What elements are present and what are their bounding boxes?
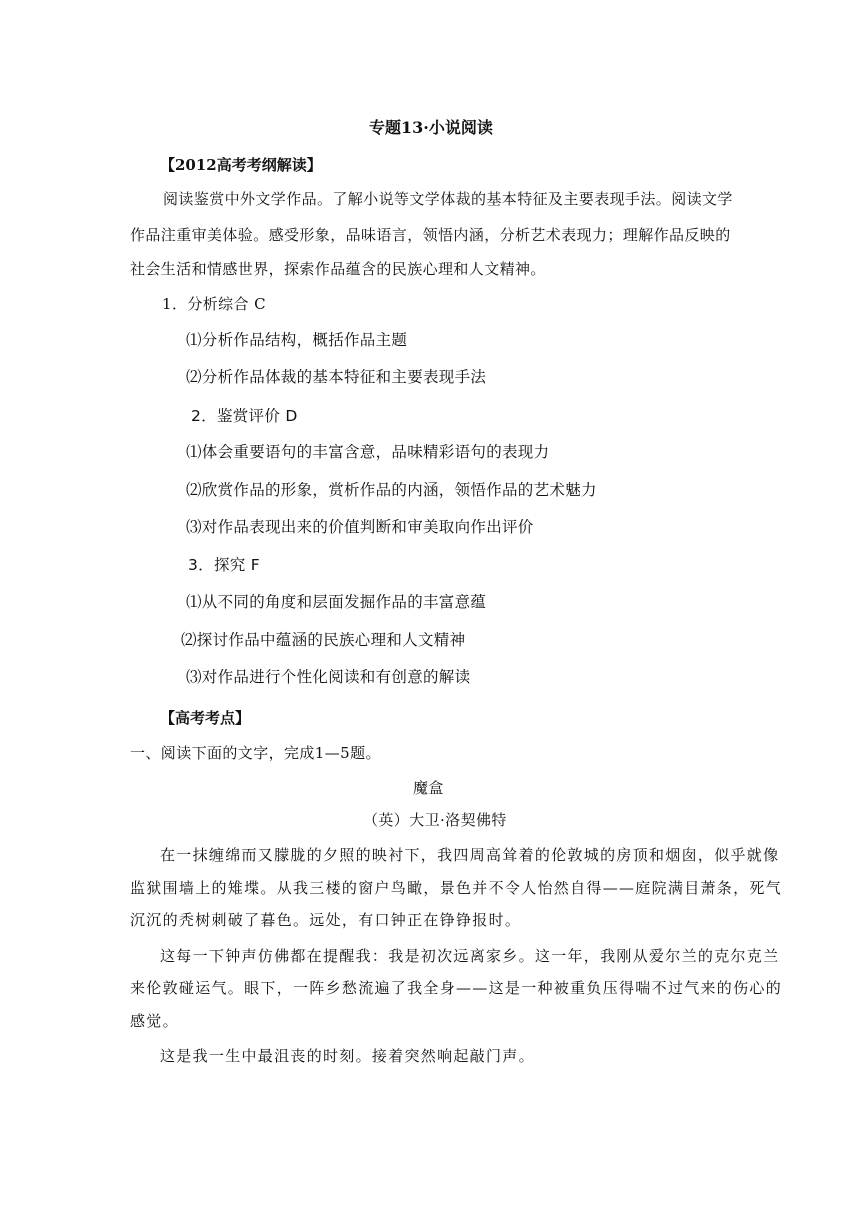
outline-level-heading: 3．探究 F: [188, 556, 261, 574]
question-intro: 一、阅读下面的文字，完成1—5题。: [130, 744, 381, 762]
story-line: 来伦敦碰运气。眼下，一阵乡愁流遍了我全身——这是一种被重负压得喘不过气来的伤心的: [130, 979, 783, 997]
story-line: 感觉。: [130, 1012, 179, 1030]
outline-level-heading: 2．鉴赏评价 D: [191, 407, 298, 425]
outline-level-heading: 1．分析综合 C: [162, 295, 266, 313]
outline-item: ⑴体会重要语句的丰富含意，品味精彩语句的表现力: [186, 443, 550, 461]
story-line: 监狱围墙上的雉堞。从我三楼的窗户鸟瞰，景色并不令人怡然自得——庭院满目萧条，死气: [130, 879, 783, 897]
story-author: （英）大卫·洛契佛特: [363, 811, 507, 829]
story-line: 沉沉的秃树刺破了暮色。远处，有口钟正在铮铮报时。: [130, 911, 522, 929]
story-line: 这是我一生中最沮丧的时刻。接着突然响起敲门声。: [160, 1047, 535, 1065]
section-heading-exam-points: 【高考考点】: [160, 709, 251, 727]
story-line: 这每一下钟声仿佛都在提醒我：我是初次远离家乡。这一年，我刚从爱尔兰的克尔克兰: [160, 947, 780, 965]
page-title: 专题13·小说阅读: [369, 118, 493, 137]
intro-line: 作品注重审美体验。感受形象，品味语言，领悟内涵，分析艺术表现力；理解作品反映的: [130, 226, 731, 244]
outline-item: ⑶对作品表现出来的价值判断和审美取向作出评价: [186, 518, 534, 536]
story-title: 魔盒: [413, 779, 444, 797]
outline-item: ⑵欣赏作品的形象，赏析作品的内涵，领悟作品的艺术魅力: [186, 481, 597, 499]
outline-item: ⑵探讨作品中蕴涵的民族心理和人文精神: [181, 631, 466, 649]
section-heading-syllabus: 【2012高考考纲解读】: [160, 156, 322, 174]
outline-item: ⑶对作品进行个性化阅读和有创意的解读: [186, 668, 471, 686]
intro-line: 社会生活和情感世界，探索作品蕴含的民族心理和人文精神。: [130, 260, 546, 278]
intro-line: 阅读鉴赏中外文学作品。了解小说等文学体裁的基本特征及主要表现手法。阅读文学: [163, 190, 733, 208]
outline-item: ⑵分析作品体裁的基本特征和主要表现手法: [186, 368, 487, 386]
outline-item: ⑴从不同的角度和层面发掘作品的丰富意蕴: [186, 593, 487, 611]
outline-item: ⑴分析作品结构，概括作品主题: [186, 331, 408, 349]
story-line: 在一抹缠绵而又朦胧的夕照的映衬下，我四周高耸着的伦敦城的房顶和烟囱，似乎就像: [160, 846, 780, 864]
